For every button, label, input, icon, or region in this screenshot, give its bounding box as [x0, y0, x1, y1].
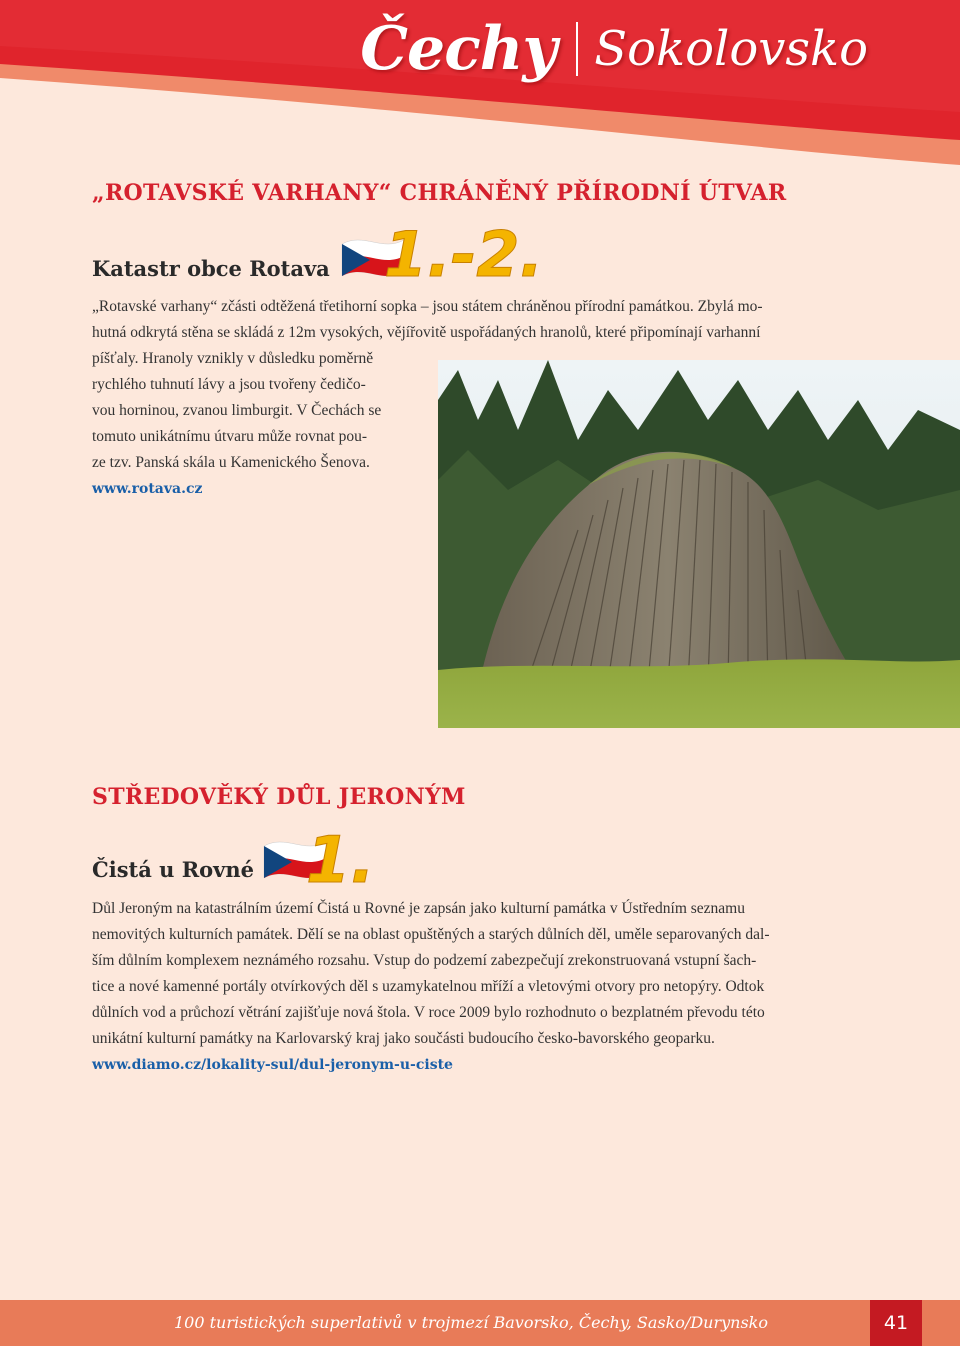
badge-label: 1.-2.: [384, 218, 544, 291]
text-line: vou horninou, zvanou limburgit. V Čechách se: [92, 402, 382, 419]
section-subheading: Čistá u Rovné: [92, 857, 255, 882]
text-line: unikátní kulturní památky na Karlovarský kraj jako součásti budoucího česko-bavorského geoparku.: [92, 1030, 715, 1047]
footer-caption: 100 turistických superlativů v trojmezí Bavorsko, Čechy, Sasko/Durynsko: [174, 1313, 768, 1332]
page-header: [0, 0, 960, 165]
text-line: „Rotavské varhany“ zčásti odtěžená třetihorní sopka – jsou státem chráněnou přírodní památkou. Zbylá mo-: [92, 298, 763, 315]
page-footer: [0, 1300, 960, 1346]
section-heading: STŘEDOVĚKÝ DŮL JERONÝM: [92, 784, 466, 810]
text-line: hutná odkrytá stěna se skládá z 12m vysokých, vějířovitě uspořádaných hranolů, které připomínají varhanní: [92, 324, 761, 341]
section-subheading: Katastr obce Rotava: [92, 256, 330, 281]
rank-badge: [256, 812, 375, 898]
page-number: 41: [870, 1300, 922, 1346]
region-subtitle: Sokolovsko: [594, 21, 868, 77]
text-line: ze tzv. Panská skála u Kamenického Šenova.: [92, 454, 370, 471]
rank-badge: [334, 210, 544, 291]
badge-label: 1.: [306, 824, 375, 898]
text-line: tomuto unikátnímu útvaru může rovnat pou-: [92, 428, 368, 445]
text-line: nemovitých kulturních památek. Dělí se na oblast opuštěných a starých důlních děl, uměle separovaných dal-: [92, 926, 770, 943]
section-body: [92, 896, 882, 1078]
text-line: rychlého tuhnutí lávy a jsou tvořeny čedičo-: [92, 376, 366, 393]
section-heading: „ROTAVSKÉ VARHANY“ CHRÁNĚNÝ PŘÍRODNÍ ÚTVAR: [92, 180, 787, 206]
header-brand: [360, 14, 868, 84]
text-line: důlních vod a průchozí větrání zajišťuje nová štola. V roce 2009 bylo rozhodnuto o bezplatném převodu této: [92, 1004, 765, 1021]
region-title: Čechy: [360, 14, 557, 84]
title-divider: [576, 22, 578, 76]
text-line: Důl Jeroným na katastrálním území Čistá u Rovné je zapsán jako kulturní památka v Ústředním seznamu: [92, 900, 745, 917]
text-line: ším důlním komplexem neznámého rozsahu. Vstup do podzemí zabezpečují zrekonstruovaná vstupní šach-: [92, 952, 757, 969]
website-link[interactable]: www.rotava.cz: [92, 481, 203, 497]
text-line: tice a nové kamenné portály otvírkových děl s uzamykatelnou mříží a vletovými otvory pro netopýry. Odtok: [92, 978, 765, 995]
website-link[interactable]: www.diamo.cz/lokality-sul/dul-jeronym-u-ciste: [92, 1057, 453, 1073]
text-line: píšťaly. Hranoly vznikly v důsledku poměrně: [92, 350, 374, 367]
basalt-columns-photo: [438, 360, 960, 728]
